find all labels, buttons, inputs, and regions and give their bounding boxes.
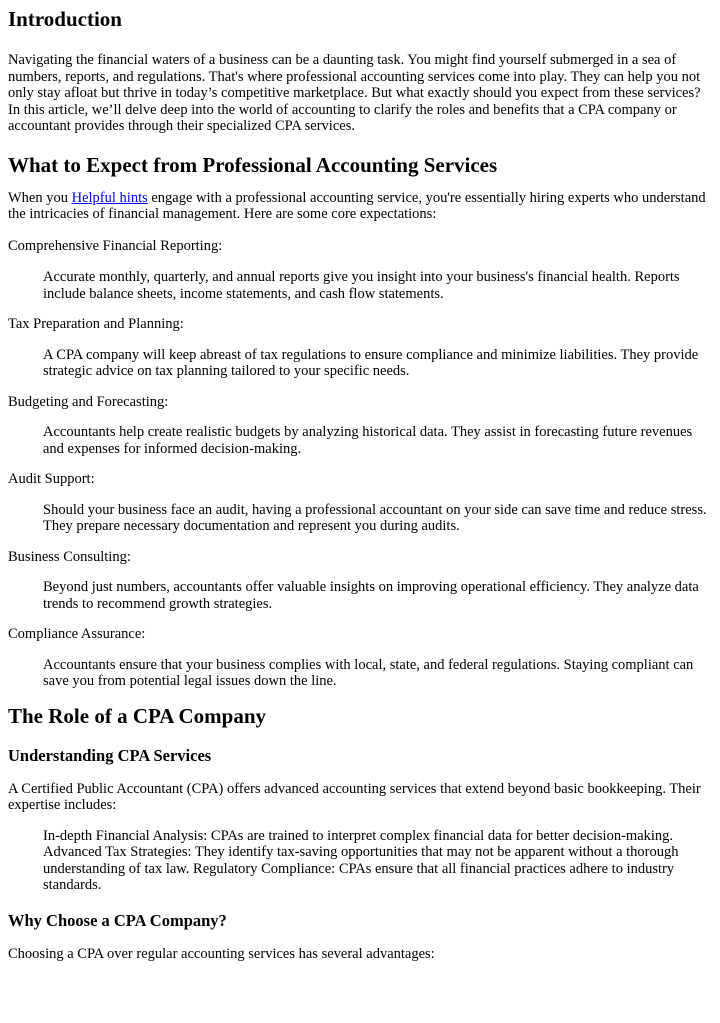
expect-paragraph	[8, 190, 712, 223]
expectation-description: Accurate monthly, quarterly, and annual reports give you insight into your business's financial health. Reports include balance sheets, income statements, and cash flow statements.	[43, 269, 680, 302]
expectation-term: Comprehensive Financial Reporting:	[8, 237, 223, 254]
understanding-cpa-heading: Understanding CPA Services	[8, 745, 212, 765]
expectation-description: A CPA company will keep abreast of tax regulations to ensure compliance and minimize liabilities. They provide strategic advice on tax planning tailored to your specific needs.	[43, 346, 699, 379]
cpa-expertise-list: In-depth Financial Analysis: CPAs are trained to interpret complex financial data for better decision-making. Advanced Tax Strategies: They identify tax-saving opportunities that may not be apparent without a thorough understanding of tax law. Regulatory Compliance: CPAs ensure that all financial practices adhere to industry standards.	[43, 827, 679, 893]
expectation-term: Compliance Assurance:	[8, 626, 146, 642]
expectation-description: Should your business face an audit, having a professional accountant on your side can save time and reduce stress. They prepare necessary documentation and represent you during audits.	[43, 501, 707, 534]
helpful-hints-link[interactable]: Helpful hints	[71, 189, 148, 206]
expectation-description: Beyond just numbers, accountants offer valuable insights on improving operational efficiency. They analyze data trends to recommend growth strategies.	[43, 579, 699, 612]
intro-paragraph: Navigating the financial waters of a business can be a daunting task. You might find yourself submerged in a sea of numbers, reports, and regulations. That's where professional accounting services come into play. They can help you not only stay afloat but thrive in today’s competitive marketplace. But what exactly should you expect from these services? In this article, we’ll delve deep into the world of accounting to clarify the roles and benefits that a CPA company or accountant provides through their specialized CPA services.	[8, 52, 701, 134]
intro-heading: Introduction	[8, 7, 122, 31]
expectation-term: Tax Preparation and Planning:	[8, 316, 184, 332]
expectation-term: Audit Support:	[8, 471, 95, 487]
cpa-role-heading: The Role of a CPA Company	[8, 703, 267, 728]
why-choose-cpa-paragraph: Choosing a CPA over regular accounting services has several advantages:	[8, 945, 435, 962]
article	[0, 6, 720, 962]
expect-paragraph-end: engage with a professional accounting service, you're essentially hiring experts who understand the intricacies of financial management. Here are some core expectations:	[8, 189, 706, 222]
expectation-description: Accountants ensure that your business complies with local, state, and federal regulations. Staying compliant can save you from potential legal issues down the line.	[43, 656, 694, 689]
expectation-term: Budgeting and Forecasting:	[8, 393, 169, 410]
why-choose-cpa-heading: Why Choose a CPA Company?	[8, 910, 227, 930]
expect-paragraph-start: When you	[8, 189, 72, 206]
expect-heading: What to Expect from Professional Accounting Services	[8, 152, 498, 177]
understanding-cpa-paragraph: A Certified Public Accountant (CPA) offers advanced accounting services that extend beyond basic bookkeeping. Their expertise includes:	[8, 780, 701, 813]
expectations-list	[8, 238, 712, 690]
expectation-description: Accountants help create realistic budgets by analyzing historical data. They assist in forecasting future revenues and expenses for informed decision-making.	[43, 424, 693, 457]
expectation-term: Business Consulting:	[8, 548, 131, 565]
